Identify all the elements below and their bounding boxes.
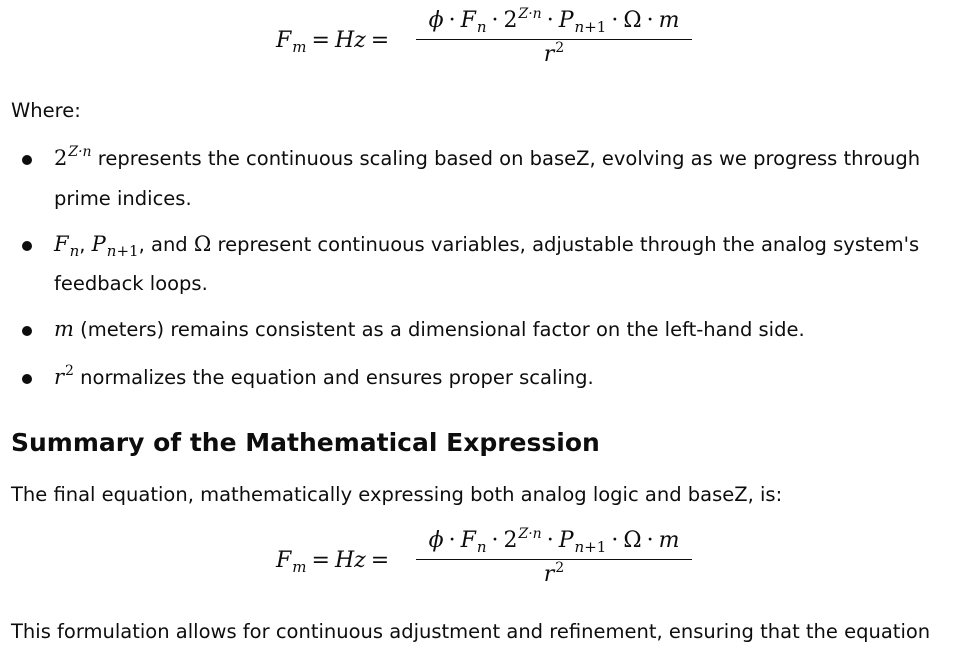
closing-text: This formulation allows for continuous adjustment and refinement, ensuring that the equation xyxy=(11,620,931,643)
equation-numerator: $\phi \cdot F_n \cdot 2^{Z\cdot n} \cdot P_{n+1} \cdot \Omega \cdot m$ xyxy=(428,6,680,36)
separator-and: , and xyxy=(138,233,188,256)
bullet-dot xyxy=(22,241,32,251)
bullet-dot xyxy=(22,374,32,384)
bullet-text: represents the continuous scaling based on baseZ, evolving as we progress through prime indices. xyxy=(54,147,921,210)
bullet-text: normalizes the equation and ensures proper scaling. xyxy=(73,366,594,389)
bullet-text: represent continuous variables, adjustable through the analog system's feedback loops. xyxy=(54,233,920,295)
bullet-item-variables xyxy=(54,226,953,302)
equation-display-bottom xyxy=(276,526,696,594)
final-intro-text: The final equation, mathematically expressing both analog logic and baseZ, is: xyxy=(11,483,783,506)
separator-comma: , xyxy=(79,233,86,256)
math-f-n: $F_n$ xyxy=(54,232,80,260)
math-r-squared: $r^2$ xyxy=(54,363,74,389)
math-2-to-zn: $2^{Z\cdot n}$ xyxy=(54,144,92,170)
equation-display-top xyxy=(276,6,696,74)
bullet-item-normalize xyxy=(54,359,953,399)
bullet-dot xyxy=(22,326,32,336)
equation-lhs: $F_m = Hz$ = xyxy=(276,548,390,576)
math-m: m xyxy=(54,317,74,341)
equation-denominator: $r^2$ xyxy=(543,40,565,67)
math-p-n-plus-1: $P_{n+1}$ xyxy=(91,232,139,260)
equation-numerator: $\phi \cdot F_n \cdot 2^{Z\cdot n} \cdot P_{n+1} \cdot \Omega \cdot m$ xyxy=(428,526,680,556)
equation-fraction xyxy=(416,526,692,592)
equation-fraction xyxy=(416,6,692,72)
bullet-dot xyxy=(22,155,32,165)
equation-denominator: $r^2$ xyxy=(543,560,565,587)
bullet-item-scaling xyxy=(54,140,953,217)
where-label: Where: xyxy=(11,99,81,122)
bullet-text: (meters) remains consistent as a dimensional factor on the left-hand side. xyxy=(73,318,805,341)
bullet-item-meters xyxy=(54,311,953,348)
section-heading: Summary of the Mathematical Expression xyxy=(11,428,600,457)
equation-lhs: $F_m = Hz$ = xyxy=(276,28,390,56)
math-omega: Ω xyxy=(193,232,212,256)
